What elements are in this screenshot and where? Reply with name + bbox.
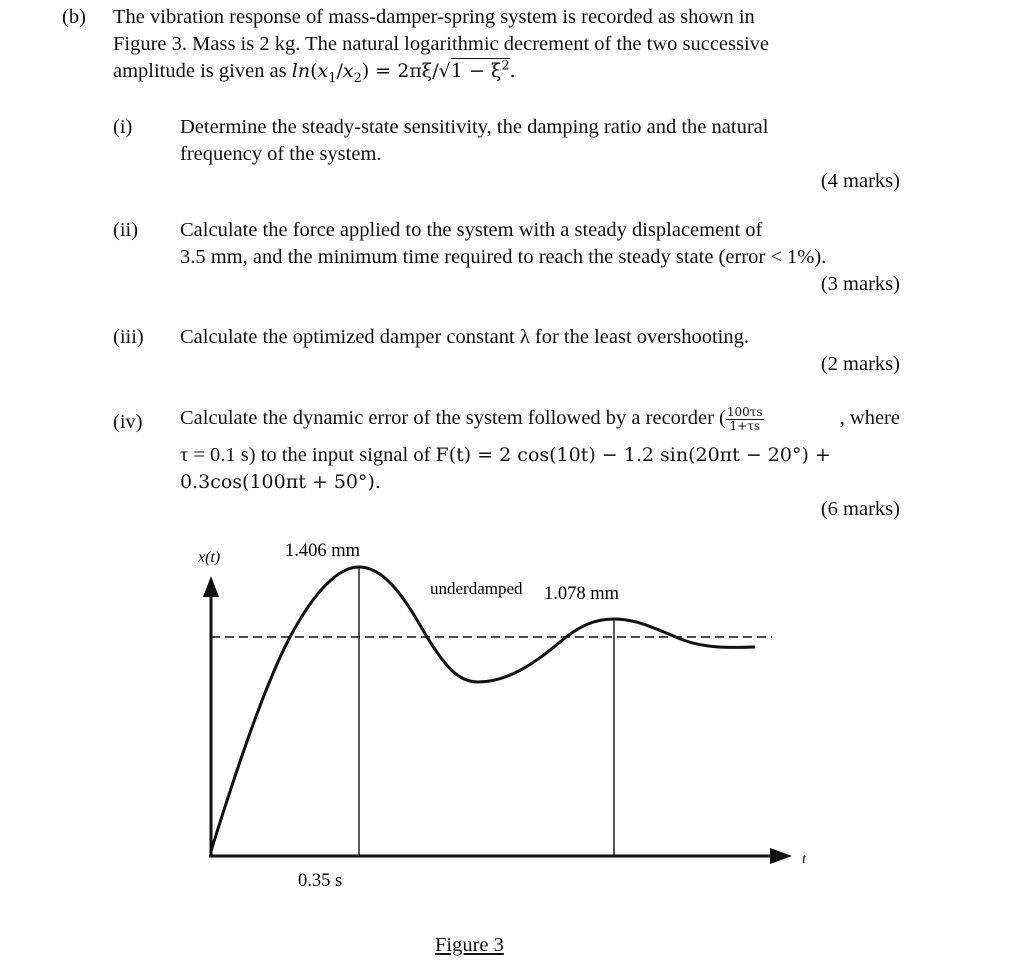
intro-line-1: The vibration response of mass-damper-spring system is recorded as shown in [113, 6, 755, 28]
subpart-ii-label: (ii) [113, 219, 139, 241]
input-signal-formula-cont: 0.3cos(100πt + 50°). [180, 471, 381, 493]
input-signal-formula: F(t) = 2 cos(10t) − 1.2 sin(20πt − 20°) + [435, 444, 831, 466]
formula-end: . [509, 60, 516, 82]
formula-ln: ln [291, 60, 311, 82]
frac-denominator: 1+τs [729, 418, 760, 433]
formula-sqrt-body: 1 − ξ [450, 60, 502, 82]
subpart-iv-line-1-suffix: , where [839, 407, 900, 429]
subpart-i-line-1: Determine the steady-state sensitivity, the damping ratio and the natural [180, 116, 769, 138]
x-axis-label: t [802, 852, 806, 867]
time-label: 0.35 s [298, 871, 343, 891]
subpart-iv-label: (iv) [113, 411, 143, 433]
formula-slash: / [336, 60, 343, 82]
subpart-iv-marks: (6 marks) [820, 498, 900, 520]
subpart-iii-text: Calculate the optimized damper constant λ for the least overshooting. [180, 326, 749, 348]
subpart-ii-line-1: Calculate the force applied to the system with a steady displacement of [180, 219, 763, 241]
intro-line-3-text: amplitude is given as [113, 60, 287, 82]
figure-caption: Figure 3 [435, 934, 504, 956]
formula-x2: x [342, 60, 354, 82]
log-decrement-formula: $\ln(x_1/x_2) = 2\pi\xi/√1 - \xi^2$. [291, 58, 516, 86]
peak2-label: 1.078 mm [544, 584, 620, 604]
subpart-iv-line-1-text: Calculate the dynamic error of the system followed by a recorder ( [180, 407, 726, 429]
subpart-iii-label: (iii) [113, 326, 144, 348]
curve-label: underdamped [430, 579, 523, 598]
subpart-i-label: (i) [113, 116, 133, 138]
frac-numerator: 100τs [726, 404, 763, 419]
subpart-ii-line-2: 3.5 mm, and the minimum time required to reach the steady state (error < 1%). [180, 246, 827, 268]
y-axis-label: x(t) [198, 549, 221, 566]
formula-sub1: 1 [328, 70, 337, 86]
intro-line-2: Figure 3. Mass is 2 kg. The natural logarithmic decrement of the two successive [113, 33, 770, 55]
y-axis-arrow-icon [203, 576, 219, 597]
response-curve [211, 567, 755, 851]
subpart-iii-marks: (2 marks) [820, 353, 900, 375]
subpart-i-marks: (4 marks) [820, 170, 900, 192]
subpart-ii-marks: (3 marks) [820, 273, 900, 295]
subpart-i-line-2: frequency of the system. [180, 143, 382, 165]
subpart-iv-line-2-text: τ = 0.1 s) to the input signal of [180, 444, 431, 466]
formula-square: 2 [501, 58, 510, 74]
x-axis-arrow-icon [770, 848, 792, 864]
formula-sub2: 2 [353, 70, 362, 86]
formula-x1: x [317, 60, 329, 82]
formula-eq: ) = 2πξ/ [361, 60, 439, 82]
part-label: (b) [62, 6, 86, 28]
peak1-label: 1.406 mm [285, 541, 361, 561]
